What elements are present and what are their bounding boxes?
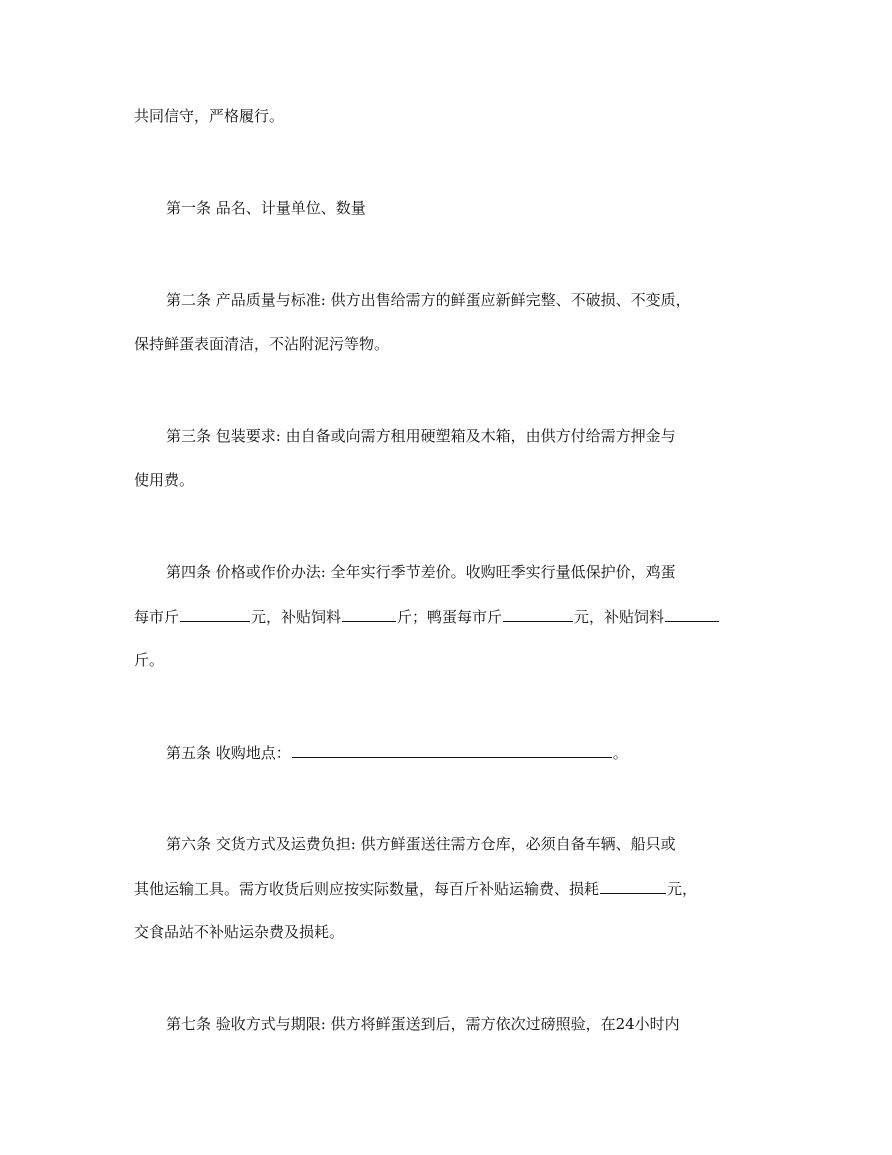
article-4-line-3: 斤。 bbox=[134, 651, 165, 669]
article-3-line-1: 第三条 包装要求: 由自备或向需方租用硬塑箱及木箱，由供方付给需方押金与 bbox=[166, 427, 676, 445]
article-4-text-c: 斤；鸭蛋每市斤 bbox=[397, 608, 503, 626]
article-4-text-a: 每市斤 bbox=[134, 608, 180, 626]
article-4-line-2 bbox=[134, 606, 720, 626]
article-7-line-1: 第七条 验收方式与期限: 供方将鲜蛋送到后，需方依次过磅照验，在24小时内 bbox=[166, 1015, 680, 1033]
blank-field-duck-feed-subsidy bbox=[665, 606, 719, 622]
article-2-line-1: 第二条 产品质量与标准: 供方出售给需方的鲜蛋应新鲜完整、不破损、不变质， bbox=[166, 291, 691, 309]
article-4-text-d: 元，补贴饲料 bbox=[574, 608, 665, 626]
article-5-text-a: 第五条 收购地点： bbox=[166, 744, 291, 762]
article-6-line-2 bbox=[134, 878, 697, 898]
article-3-line-2: 使用费。 bbox=[134, 471, 195, 489]
article-5-text-b: 。 bbox=[612, 744, 628, 762]
blank-field-duck-egg-price bbox=[503, 606, 573, 622]
article-1-line-1: 第一条 品名、计量单位、数量 bbox=[166, 199, 366, 217]
blank-field-chicken-feed-subsidy bbox=[342, 606, 396, 622]
article-4-text-b: 元，补贴饲料 bbox=[251, 608, 342, 626]
article-5-line-1 bbox=[166, 742, 628, 762]
article-6-text-a: 其他运输工具。需方收货后则应按实际数量，每百斤补贴运输费、损耗 bbox=[134, 880, 600, 898]
article-2-line-2: 保持鲜蛋表面清洁，不沾附泥污等物。 bbox=[134, 335, 390, 353]
intro-tail-text: 共同信守，严格履行。 bbox=[134, 107, 285, 125]
blank-field-chicken-egg-price bbox=[180, 606, 250, 622]
article-4-line-1: 第四条 价格或作价办法: 全年实行季节差价。收购旺季实行量低保护价，鸡蛋 bbox=[166, 563, 676, 581]
article-6-line-3: 交食品站不补贴运杂费及损耗。 bbox=[134, 923, 345, 941]
blank-field-purchase-location bbox=[292, 742, 612, 758]
blank-field-transport-subsidy bbox=[600, 878, 666, 894]
article-6-text-b: 元， bbox=[667, 880, 698, 898]
article-6-line-1: 第六条 交货方式及运费负担: 供方鲜蛋送往需方仓库，必须自备车辆、船只或 bbox=[166, 835, 676, 853]
